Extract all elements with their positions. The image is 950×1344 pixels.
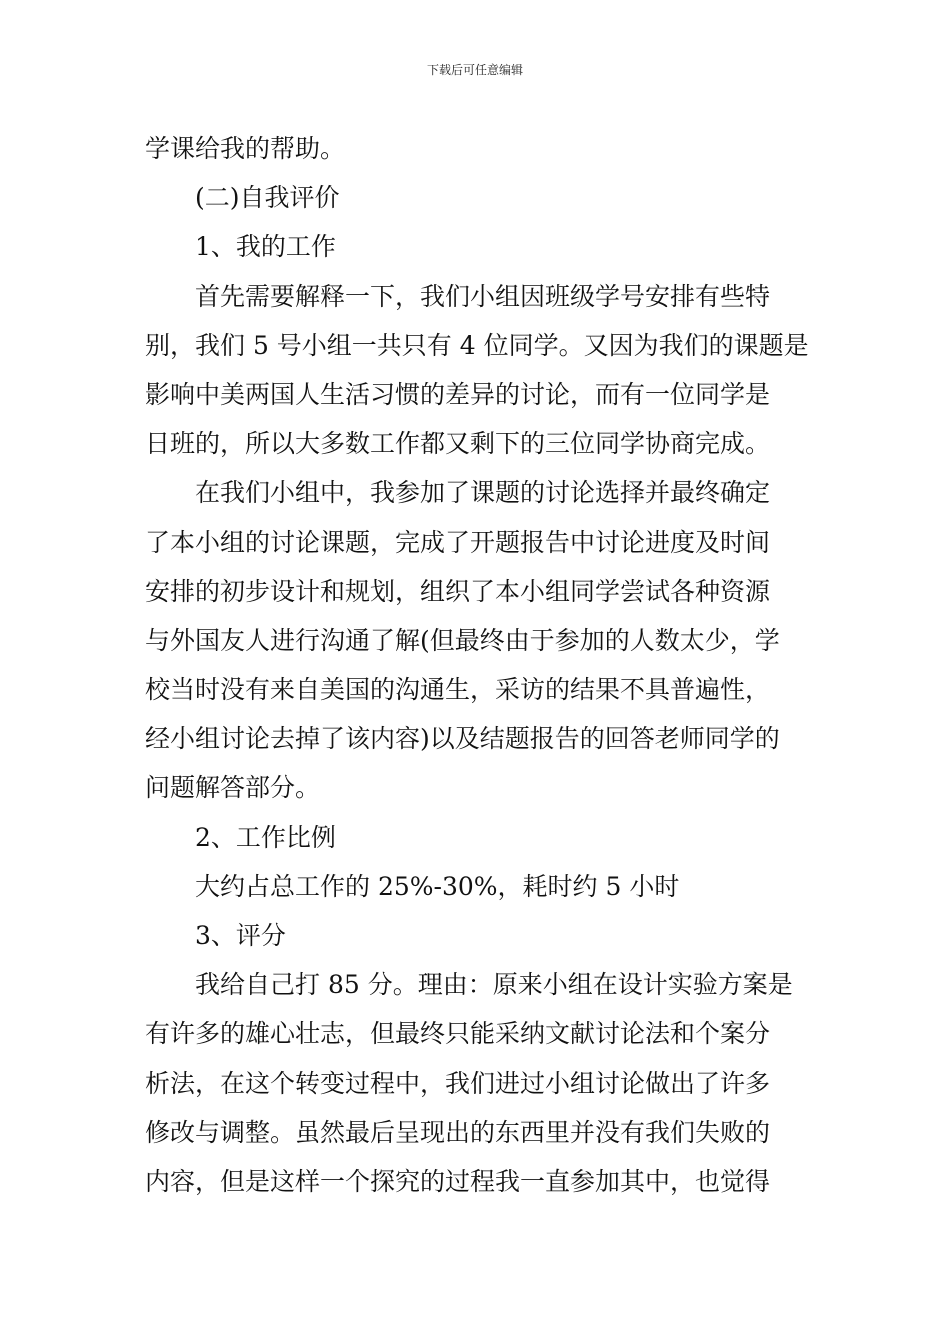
- text-line: 安排的初步设计和规划，组织了本小组同学尝试各种资源: [145, 576, 771, 606]
- document-body: [145, 124, 810, 1206]
- text-line: 在我们小组中，我参加了课题的讨论选择并最终确定: [195, 478, 771, 508]
- text-line: 大约占总工作的 25%-30%，耗时约 5 小时: [195, 871, 680, 901]
- text-line: 首先需要解释一下，我们小组因班级学号安排有些特: [195, 281, 771, 311]
- text-line: 与外国友人进行沟通了解(但最终由于参加的人数太少，学: [145, 625, 780, 655]
- section-heading: (二)自我评价: [195, 183, 340, 213]
- subsection-heading: 1、我的工作: [195, 232, 336, 262]
- text-line: 校当时没有来自美国的沟通生，采访的结果不具普遍性，: [145, 675, 771, 705]
- text-line: 了本小组的讨论课题，完成了开题报告中讨论进度及时间: [145, 527, 771, 557]
- text-line: 别，我们 5 号小组一共只有 4 位同学。又因为我们的课题是: [145, 330, 809, 360]
- text-line: 影响中美两国人生活习惯的差异的讨论，而有一位同学是: [145, 379, 771, 409]
- text-line: 学课给我的帮助。: [145, 134, 346, 163]
- text-line: 我给自己打 85 分。理由：原来小组在设计实验方案是: [195, 970, 793, 1000]
- text-line: 日班的，所以大多数工作都又剩下的三位同学协商完成。: [145, 429, 771, 459]
- text-line: 内容，但是这样一个探究的过程我一直参加其中，也觉得: [145, 1166, 771, 1196]
- subsection-heading: 3、评分: [195, 921, 286, 950]
- text-line: 问题解答部分。: [145, 773, 321, 803]
- text-line: 有许多的雄心壮志，但最终只能采纳文献讨论法和个案分: [145, 1019, 771, 1049]
- page-header: 下载后可任意编辑: [426, 63, 523, 77]
- text-line: 析法，在这个转变过程中，我们进过小组讨论做出了许多: [145, 1068, 771, 1098]
- text-line: 经小组讨论去掉了该内容)以及结题报告的回答老师同学的: [145, 724, 780, 754]
- text-line: 修改与调整。虽然最后呈现出的东西里并没有我们失败的: [145, 1117, 771, 1147]
- subsection-heading: 2、工作比例: [195, 822, 336, 852]
